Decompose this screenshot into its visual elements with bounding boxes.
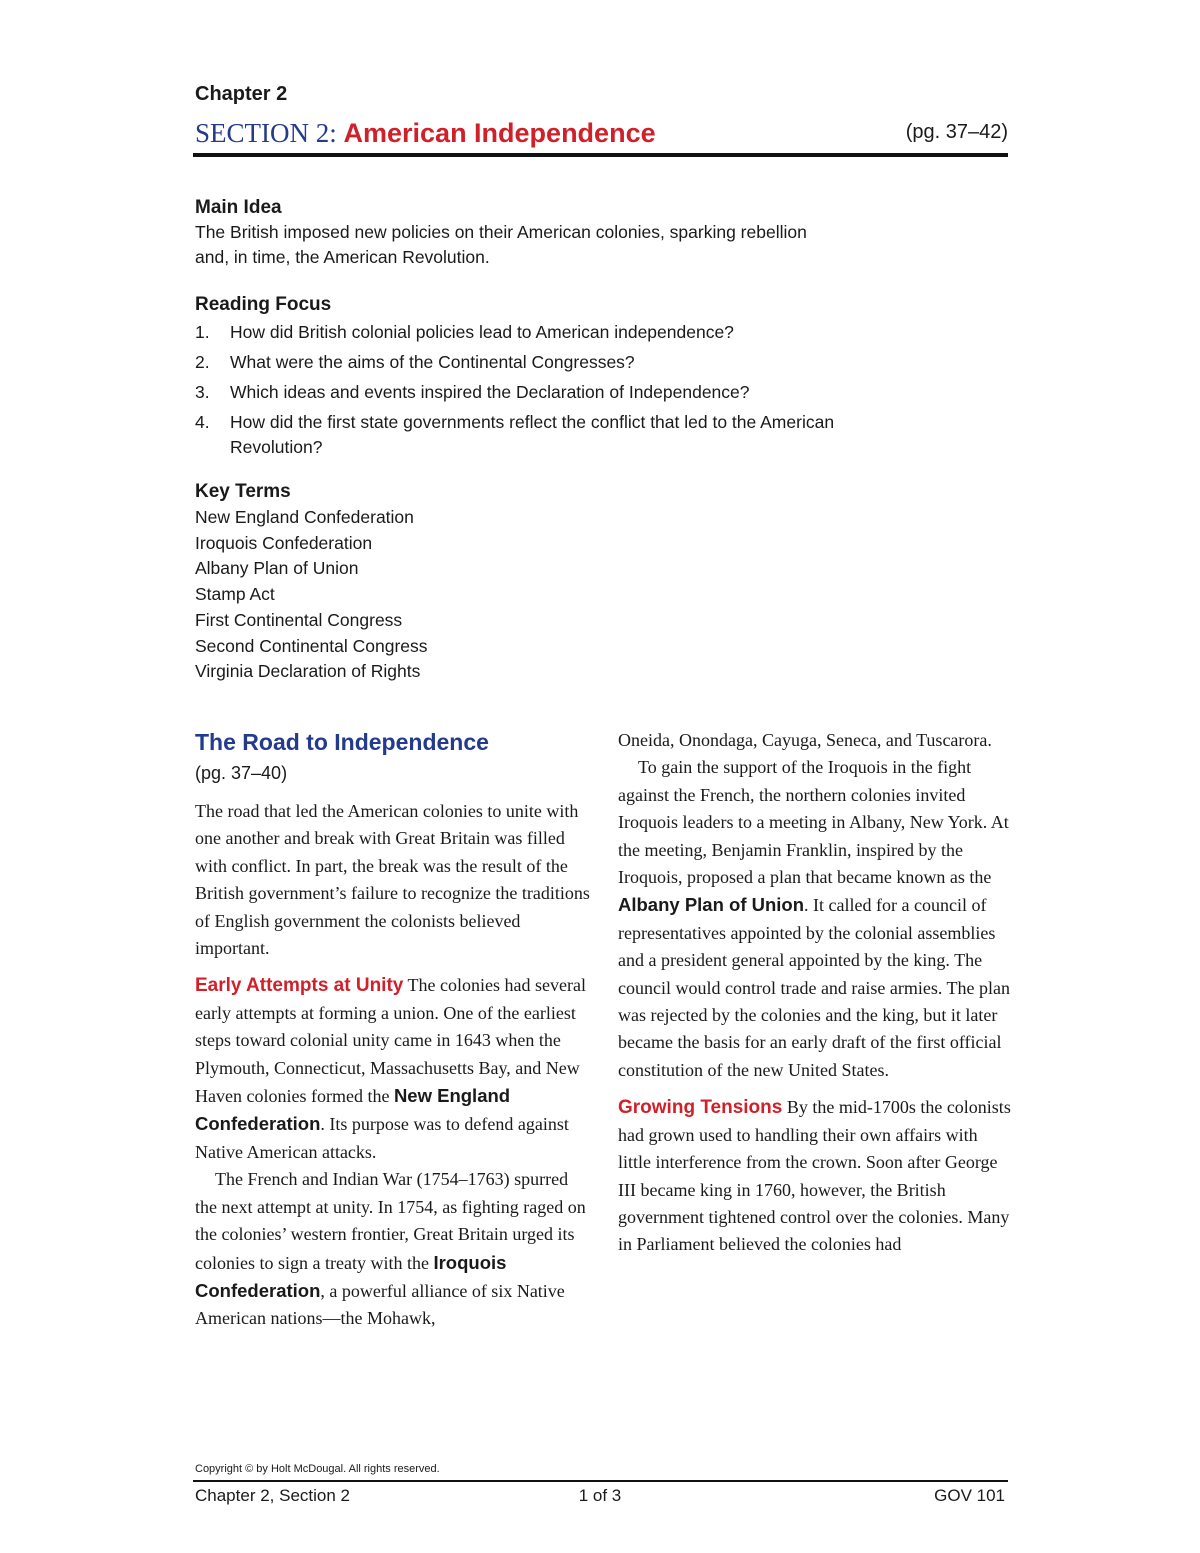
section-title [195, 115, 656, 151]
section-number: SECTION 2: [195, 118, 337, 148]
chapter-label: Chapter 2 [195, 83, 288, 105]
albany-paragraph [618, 754, 1013, 1084]
list-item [195, 410, 855, 460]
paragraph-text: . Its purpose was to defend against Native American attacks. [195, 1114, 569, 1162]
key-terms-heading: Key Terms [195, 481, 291, 502]
key-term: New England Confederation [195, 507, 414, 527]
subheading-growing-tensions: Growing Tensions [618, 1097, 783, 1119]
key-term-highlight: Albany Plan of Union [618, 894, 805, 916]
article-column-right [618, 727, 1013, 1259]
key-term: Virginia Declaration of Rights [195, 661, 421, 682]
key-term: Albany Plan of Union [195, 558, 359, 579]
key-term-highlight: New England Confederation [195, 1085, 511, 1135]
section-name: American Independence [343, 118, 656, 148]
intro-paragraph: The road that led the American colonies to unite with one another and break with Great Britain was filled with conflict. In part, the break was the result of the British government’s failure to recognize the traditions of English government the colonists believed important. [195, 801, 590, 959]
list-item [195, 380, 855, 405]
item-number: 1. [195, 322, 210, 342]
item-number: 4. [195, 412, 210, 432]
paragraph-text: , a powerful alliance of six Native American nations—the Mohawk, [195, 1280, 565, 1329]
paragraph-text: The colonies had several early attempts at forming a union. One of the earliest steps toward colonial unity came in 1643 when the Plymouth, Connecticut, Massachusetts Bay, and New Haven colonies formed the [195, 975, 586, 1107]
key-term: First Continental Congress [195, 609, 403, 630]
item-text: How did British colonial policies lead to American independence? [230, 322, 734, 342]
key-term: Iroquois Confederation [195, 532, 373, 553]
key-term: Second Continental Congress [195, 635, 428, 656]
growing-tensions-paragraph [618, 1094, 1013, 1258]
paragraph-continuation: Oneida, Onondaga, Cayuga, Seneca, and Tuscarora. [618, 730, 992, 750]
list-item [195, 350, 855, 375]
title-divider [193, 153, 1008, 157]
section-pages: (pg. 37–42) [905, 121, 1008, 143]
key-terms-list [195, 505, 428, 685]
item-text: What were the aims of the Continental Congresses? [230, 352, 635, 372]
paragraph-text: . It called for a council of representatives appointed by the colonial assemblies and a president general appointed by the king. The council would control trade and raise armies. The plan was rejected by the colonies and the king, but it later became the basis for an early draft of the first official constitution of the new United States. [618, 895, 1011, 1080]
footer-divider [193, 1480, 1008, 1482]
main-idea-heading: Main Idea [195, 197, 282, 218]
page-number: 1 of 3 [578, 1486, 622, 1505]
main-idea-text: The British imposed new policies on their American colonies, sparking rebellion and, in time, the American Revolution. [195, 222, 807, 267]
article-column-left [195, 727, 590, 1333]
course-code: GOV 101 [934, 1486, 1005, 1505]
footer-section-label: Chapter 2, Section 2 [195, 1486, 350, 1505]
article-pages: (pg. 37–40) [195, 763, 288, 783]
french-indian-war-paragraph [195, 1166, 590, 1332]
paragraph-text: To gain the support of the Iroquois in the fight against the French, the northern colonies invited Iroquois leaders to a meeting in Albany, New York. At the meeting, Benjamin Franklin, inspired by the Iroquois, proposed a plan that became known as the [618, 757, 1009, 888]
article-heading: The Road to Independence [195, 729, 489, 755]
subheading-early-attempts: Early Attempts at Unity [195, 975, 404, 997]
paragraph-text: By the mid-1700s the colonists had grown used to handling their own affairs with little interference from the crown. Soon after George III became king in 1760, however, the British government tightened control over the colonies. Many in Parliament believed the colonies had [618, 1097, 1011, 1255]
item-number: 3. [195, 382, 210, 402]
key-term-highlight: Iroquois Confederation [195, 1251, 507, 1301]
key-term: Stamp Act [195, 584, 275, 605]
list-item [195, 320, 855, 345]
copyright-notice: Copyright © by Holt McDougal. All rights reserved. [195, 1463, 440, 1475]
early-attempts-paragraph [195, 972, 590, 1166]
item-text: Which ideas and events inspired the Declaration of Independence? [230, 382, 750, 402]
reading-focus-list [195, 320, 855, 465]
paragraph-text: The French and Indian War (1754–1763) spurred the next attempt at unity. In 1754, as fighting raged on the colonies’ western frontier, Great Britain urged its colonies to sign a treaty with the [195, 1169, 586, 1273]
item-text: How did the first state governments reflect the conflict that led to the American Revolution? [230, 412, 835, 457]
reading-focus-heading: Reading Focus [195, 294, 332, 315]
item-number: 2. [195, 352, 210, 372]
